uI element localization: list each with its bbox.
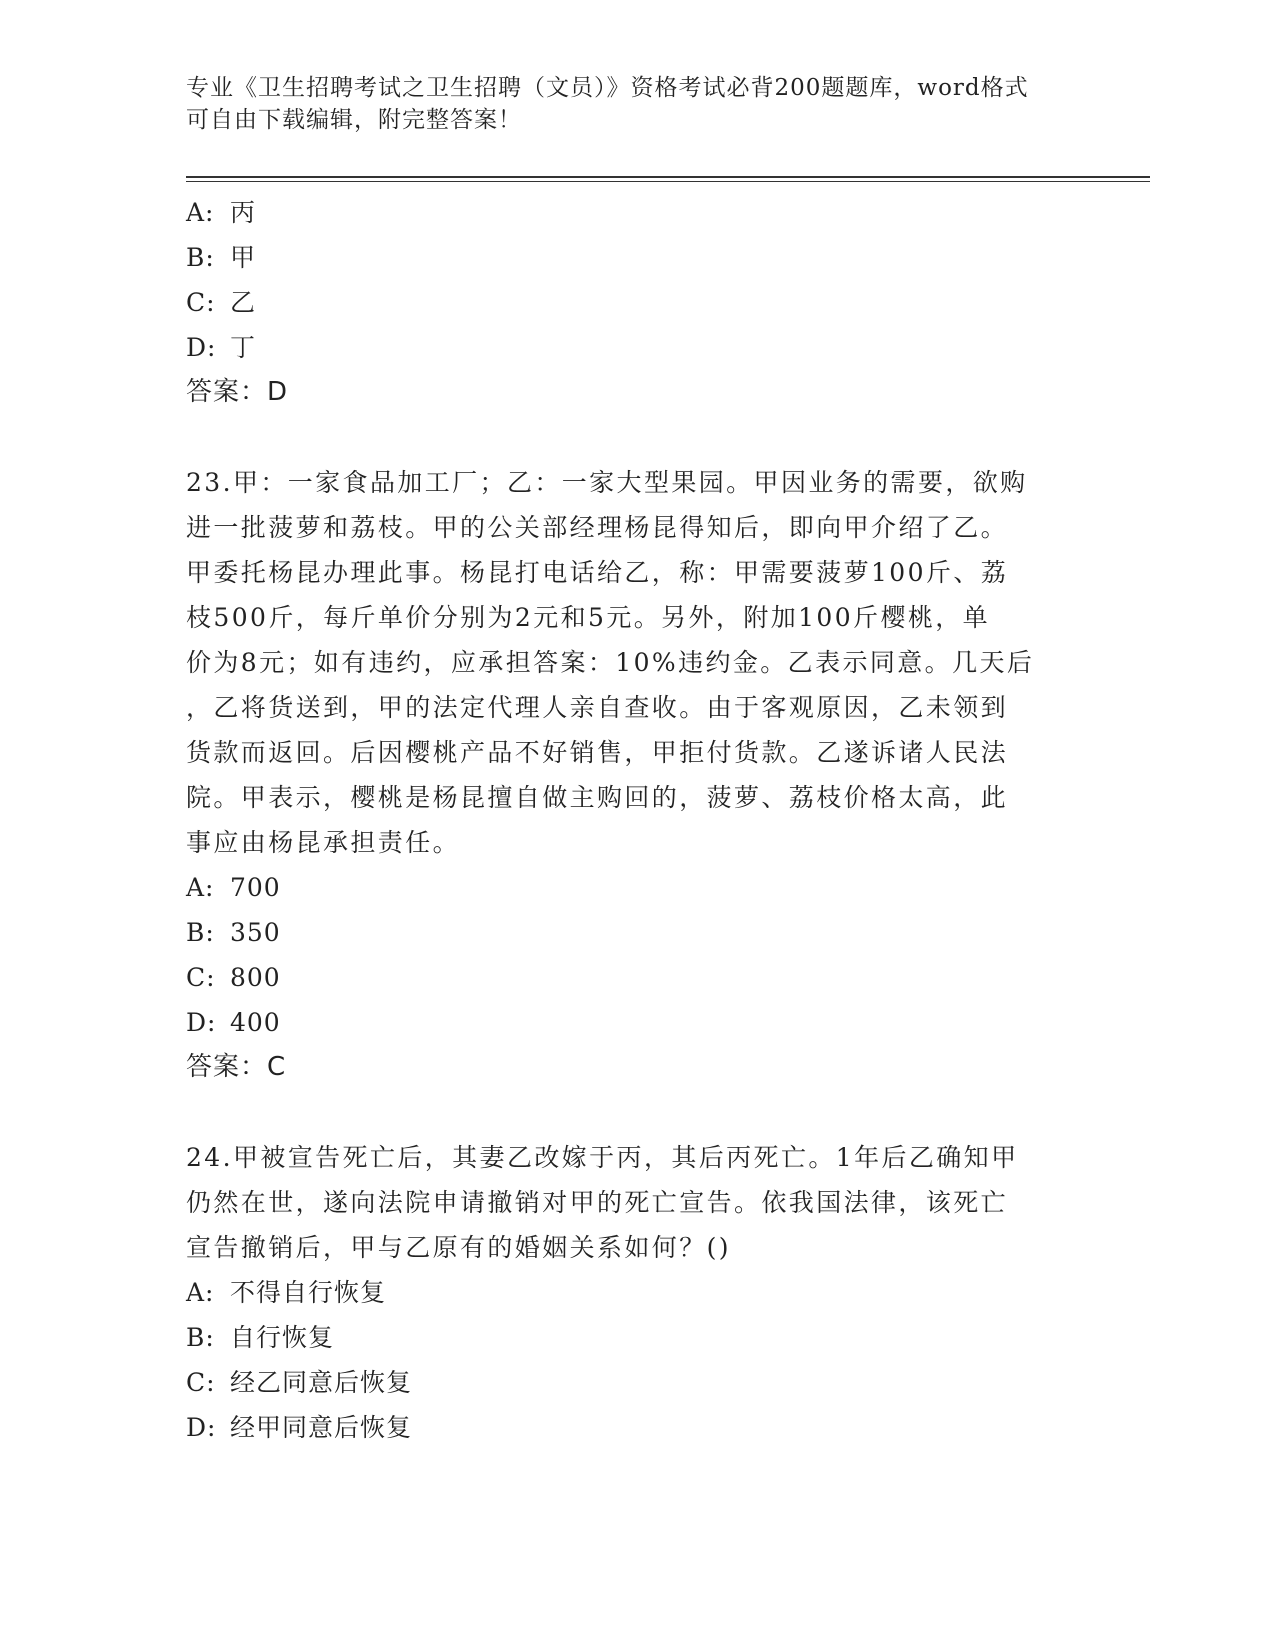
option-text: 经甲同意后恢复 bbox=[230, 1413, 413, 1442]
option-label: A: bbox=[186, 198, 215, 227]
stem-line: 24.甲被宣告死亡后，其妻乙改嫁于丙，其后丙死亡。1年后乙确知甲 bbox=[186, 1143, 1019, 1172]
option-d bbox=[186, 325, 1086, 370]
option-text: 经乙同意后恢复 bbox=[230, 1368, 413, 1397]
option-text: 400 bbox=[230, 1008, 281, 1037]
stem-line: 价为8元；如有违约，应承担答案：10%违约金。乙表示同意。几天后 bbox=[186, 648, 1035, 677]
option-label: C: bbox=[186, 963, 216, 992]
option-label: D: bbox=[186, 1008, 217, 1037]
stem-line: 甲委托杨昆办理此事。杨昆打电话给乙，称：甲需要菠萝100斤、荔 bbox=[186, 558, 1009, 587]
option-label: C: bbox=[186, 288, 216, 317]
option-text: 700 bbox=[230, 873, 281, 902]
question-stem bbox=[186, 460, 1086, 865]
question-22 bbox=[186, 190, 1086, 415]
option-text: 自行恢复 bbox=[230, 1323, 335, 1352]
option-b bbox=[186, 910, 1086, 955]
stem-line: ，乙将货送到，甲的法定代理人亲自查收。由于客观原因，乙未领到 bbox=[186, 693, 1009, 722]
option-a bbox=[186, 1270, 1086, 1315]
option-label: D: bbox=[186, 1413, 217, 1442]
stem-line: 宣告撤销后，甲与乙原有的婚姻关系如何？() bbox=[186, 1233, 731, 1262]
question-stem bbox=[186, 1135, 1086, 1270]
header-rule-thin bbox=[186, 181, 1150, 182]
option-label: B: bbox=[186, 918, 215, 947]
option-text: 丁 bbox=[230, 333, 257, 362]
stem-line: 仍然在世，遂向法院申请撤销对甲的死亡宣告。依我国法律，该死亡 bbox=[186, 1188, 1009, 1217]
question-24 bbox=[186, 1135, 1086, 1450]
stem-line: 23.甲：一家食品加工厂；乙：一家大型果园。甲因业务的需要，欲购 bbox=[186, 468, 1028, 497]
header-line-2: 可自由下载编辑，附完整答案！ bbox=[186, 107, 522, 133]
option-a bbox=[186, 190, 1086, 235]
option-b bbox=[186, 235, 1086, 280]
option-text: 乙 bbox=[230, 288, 257, 317]
stem-line: 院。甲表示，樱桃是杨昆擅自做主购回的，菠萝、荔枝价格太高，此 bbox=[186, 783, 1009, 812]
option-label: B: bbox=[186, 243, 215, 272]
stem-line: 货款而返回。后因樱桃产品不好销售，甲拒付货款。乙遂诉诸人民法 bbox=[186, 738, 1009, 767]
option-a bbox=[186, 865, 1086, 910]
document-body bbox=[186, 190, 1086, 1450]
option-label: D: bbox=[186, 333, 217, 362]
option-text: 不得自行恢复 bbox=[230, 1278, 387, 1307]
option-d bbox=[186, 1000, 1086, 1045]
option-c bbox=[186, 955, 1086, 1000]
option-text: 800 bbox=[230, 963, 281, 992]
header-rule-thick bbox=[186, 176, 1150, 178]
option-text: 甲 bbox=[230, 243, 257, 272]
answer-line: 答案：C bbox=[186, 1052, 287, 1082]
document-header bbox=[186, 72, 1066, 136]
header-line-1: 专业《卫生招聘考试之卫生招聘（文员）》资格考试必背200题题库，word格式 bbox=[186, 75, 1029, 101]
option-label: B: bbox=[186, 1323, 215, 1352]
option-d bbox=[186, 1405, 1086, 1450]
option-label: A: bbox=[186, 873, 215, 902]
stem-line: 枝500斤，每斤单价分别为2元和5元。另外，附加100斤樱桃，单 bbox=[186, 603, 991, 632]
option-text: 丙 bbox=[230, 198, 257, 227]
option-c bbox=[186, 280, 1086, 325]
stem-line: 进一批菠萝和荔枝。甲的公关部经理杨昆得知后，即向甲介绍了乙。 bbox=[186, 513, 1009, 542]
question-23 bbox=[186, 460, 1086, 1090]
option-b bbox=[186, 1315, 1086, 1360]
option-text: 350 bbox=[230, 918, 281, 947]
option-label: C: bbox=[186, 1368, 216, 1397]
answer-line: 答案：D bbox=[186, 377, 289, 407]
stem-line: 事应由杨昆承担责任。 bbox=[186, 828, 461, 857]
option-label: A: bbox=[186, 1278, 215, 1307]
option-c bbox=[186, 1360, 1086, 1405]
